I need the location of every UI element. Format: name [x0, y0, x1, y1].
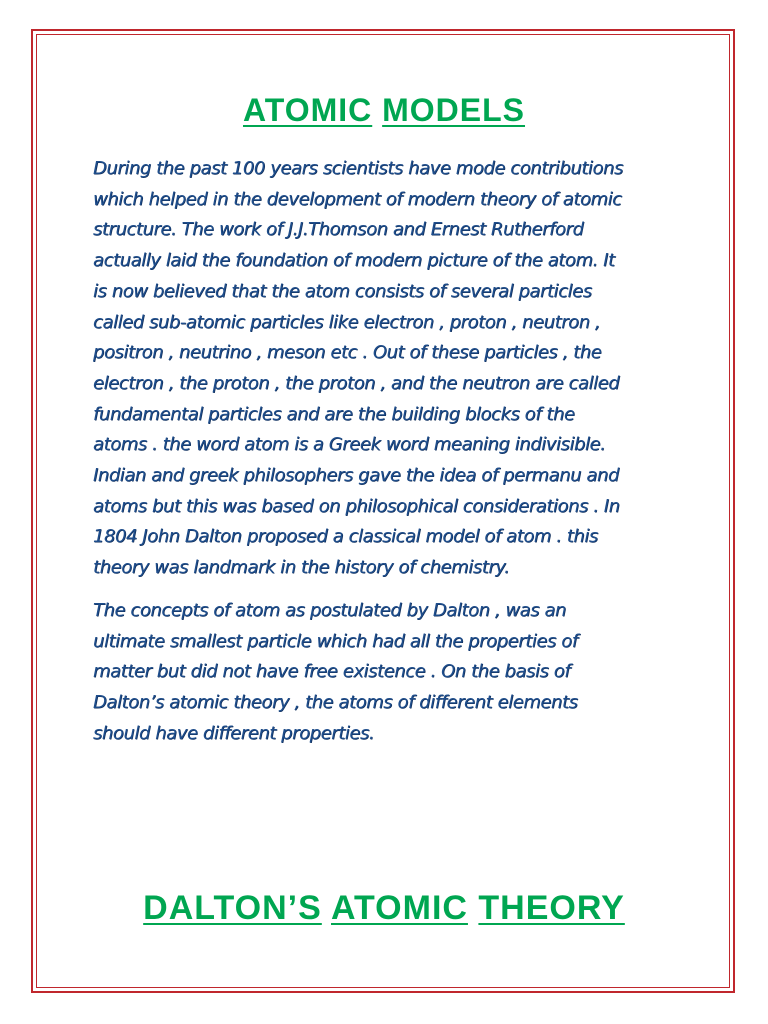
text-line: Dalton’s atomic theory , the atoms of different elements	[93, 692, 578, 714]
heading-word: MODELS	[382, 92, 526, 128]
text-line: 1804 John Dalton proposed a classical model of atom . this	[93, 526, 598, 548]
paragraph-dalton-concepts	[93, 596, 683, 750]
text-line: During the past 100 years scientists have mode contributions	[93, 158, 623, 179]
heading-word: THEORY	[478, 889, 625, 927]
heading-word: ATOMIC	[242, 92, 373, 128]
text-line: Indian and greek philosophers gave the idea of permanu and	[93, 465, 619, 487]
text-line: is now believed that the atom consists of several particles	[93, 280, 592, 302]
heading-atomic-models	[0, 92, 768, 129]
heading-word: DALTON’S	[143, 889, 322, 927]
text-line: The concepts of atom as postulated by Dalton , was an	[93, 600, 566, 621]
text-line: electron , the proton , the proton , and the neutron are called	[93, 372, 620, 394]
text-line: fundamental particles and are the building blocks of the	[93, 403, 575, 425]
paragraph-atomic-models-intro	[93, 154, 683, 584]
text-line: which helped in the development of modern theory of atomic	[93, 188, 622, 210]
heading-daltons-atomic-theory	[0, 889, 768, 928]
text-line: actually laid the foundation of modern picture of the atom. It	[93, 250, 615, 272]
heading-word: ATOMIC	[331, 889, 468, 927]
text-line: atoms but this was based on philosophical considerations . In	[93, 495, 620, 517]
text-line: structure. The work of J.J.Thomson and Ernest Rutherford	[93, 219, 584, 241]
text-line: atoms . the word atom is a Greek word meaning indivisible.	[93, 434, 606, 456]
text-line: positron , neutrino , meson etc . Out of these particles , the	[93, 342, 602, 364]
text-line: ultimate smallest particle which had all the properties of	[93, 630, 578, 652]
text-line: theory was landmark in the history of chemistry.	[93, 557, 510, 579]
text-line: should have different properties.	[93, 722, 375, 744]
text-line: matter but did not have free existence . On the basis of	[93, 661, 571, 683]
text-line: called sub-atomic particles like electron , proton , neutron ,	[93, 311, 601, 333]
